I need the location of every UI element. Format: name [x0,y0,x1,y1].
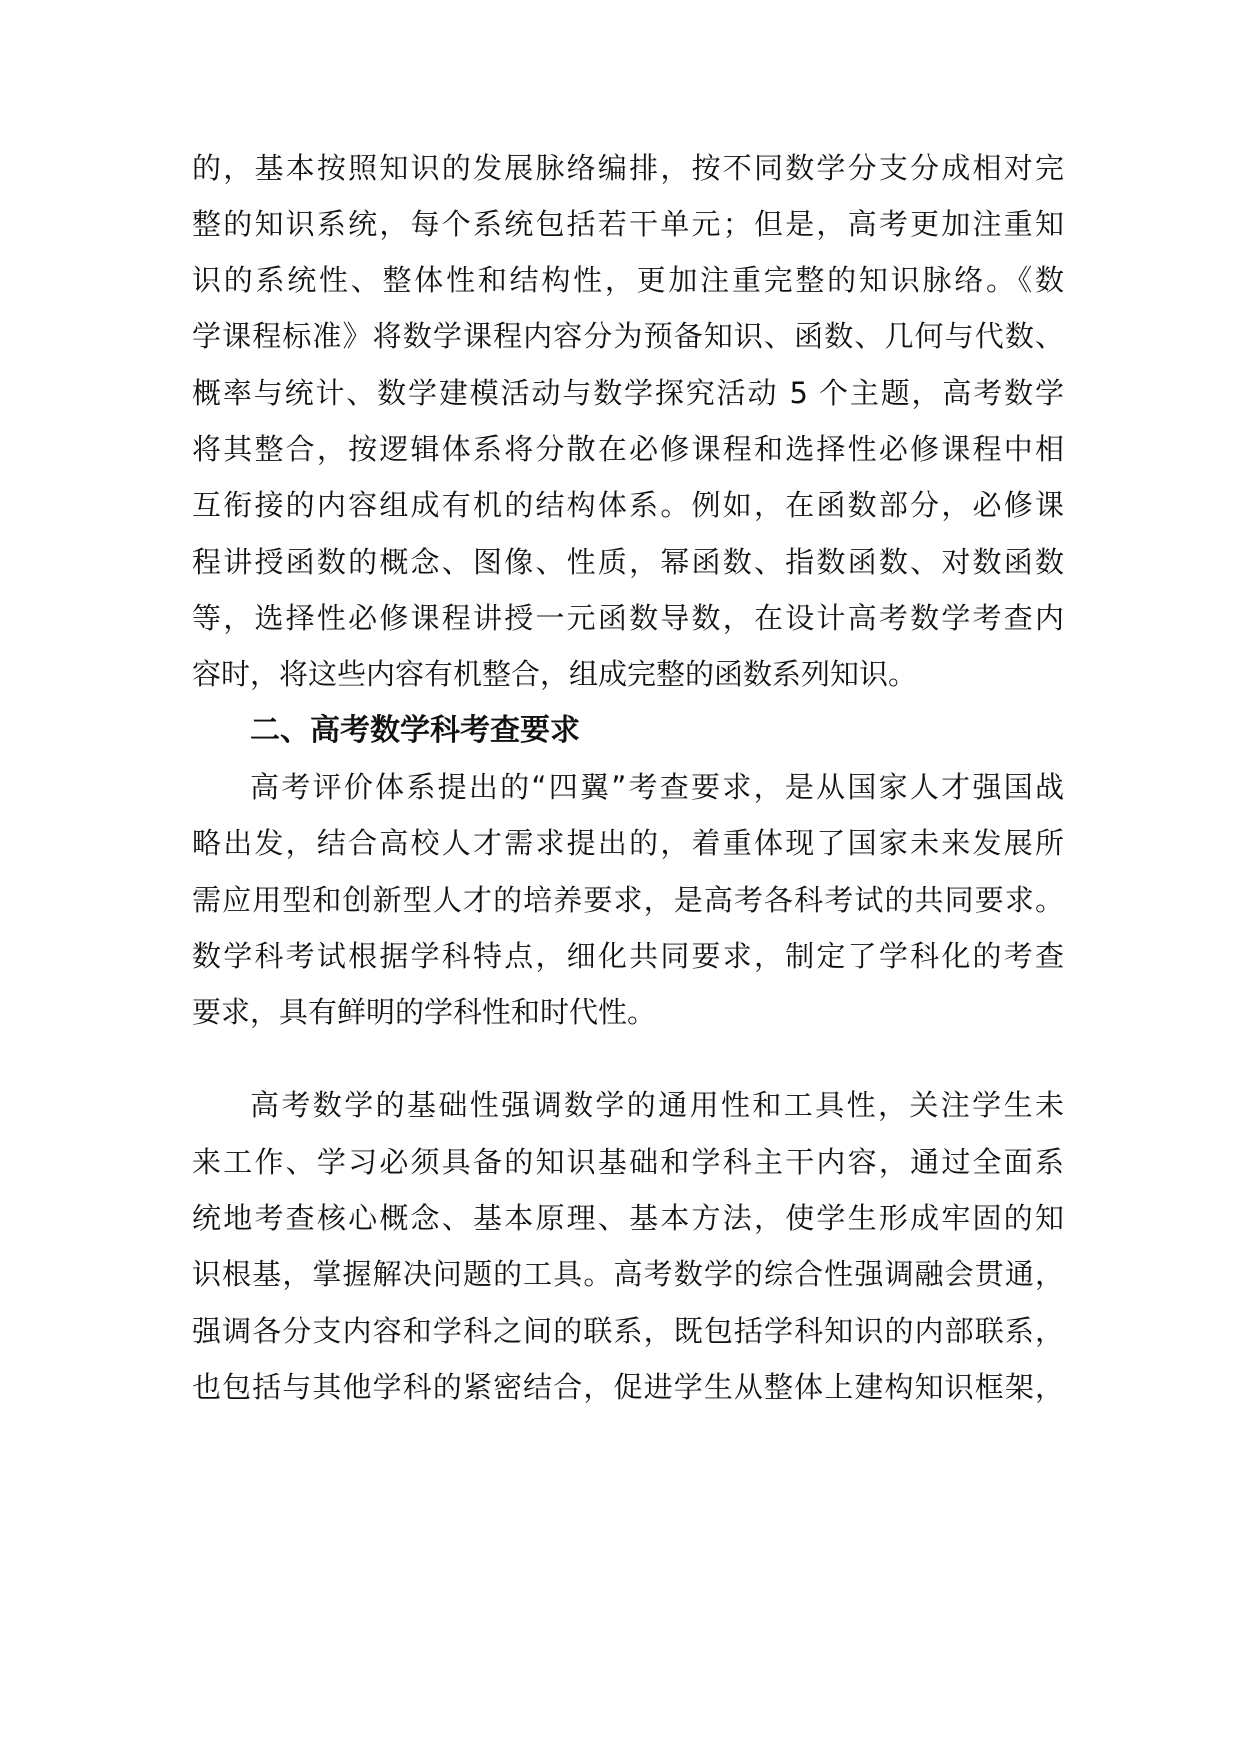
paragraph-line: 程讲授函数的概念、图像、性质，幂函数、指数函数、对数函数 [192,545,1064,579]
paragraph-line: 概率与统计、数学建模活动与数学探究活动 5 个主题，高考数学 [192,376,1064,410]
paragraph-line: 的，基本按照知识的发展脉络编排，按不同数学分支分成相对完 [192,151,1064,185]
paragraph-line: 略出发，结合高校人才需求提出的，着重体现了国家未来发展所 [192,826,1064,860]
paragraph-line: 学课程标准》将数学课程内容分为预备知识、函数、几何与代数、 [192,319,1064,353]
paragraph-line: 要求，具有鲜明的学科性和时代性。 [192,995,657,1029]
paragraph-line: 识根基，掌握解决问题的工具。高考数学的综合性强调融会贯通， [192,1257,1064,1291]
paragraph-line: 强调各分支内容和学科之间的联系，既包括学科知识的内部联系， [192,1314,1064,1348]
paragraph-line: 数学科考试根据学科特点，细化共同要求，制定了学科化的考查 [192,939,1064,973]
paragraph-line: 也包括与其他学科的紧密结合，促进学生从整体上建构知识框架， [192,1370,1064,1404]
paragraph-line: 来工作、学习必须具备的知识基础和学科主干内容，通过全面系 [192,1145,1064,1179]
paragraph-line: 容时，将这些内容有机整合，组成完整的函数系列知识。 [192,657,918,691]
section-heading: 二、高考数学科考查要求 [250,713,580,748]
paragraph-line: 整的知识系统，每个系统包括若干单元；但是，高考更加注重知 [192,207,1064,241]
paragraph-line: 将其整合，按逻辑体系将分散在必修课程和选择性必修课程中相 [192,432,1064,466]
paragraph-line: 高考评价体系提出的“四翼”考查要求，是从国家人才强国战 [250,770,1064,804]
paragraph-line: 高考数学的基础性强调数学的通用性和工具性，关注学生未 [250,1088,1064,1122]
paragraph-line: 识的系统性、整体性和结构性，更加注重完整的知识脉络。《数 [192,263,1064,297]
paragraph-line: 需应用型和创新型人才的培养要求，是高考各科考试的共同要求。 [192,883,1064,917]
paragraph-line: 等，选择性必修课程讲授一元函数导数，在设计高考数学考查内 [192,601,1064,635]
paragraph-line: 互衔接的内容组成有机的结构体系。例如，在函数部分，必修课 [192,488,1064,522]
paragraph-line: 统地考查核心概念、基本原理、基本方法，使学生形成牢固的知 [192,1201,1064,1235]
